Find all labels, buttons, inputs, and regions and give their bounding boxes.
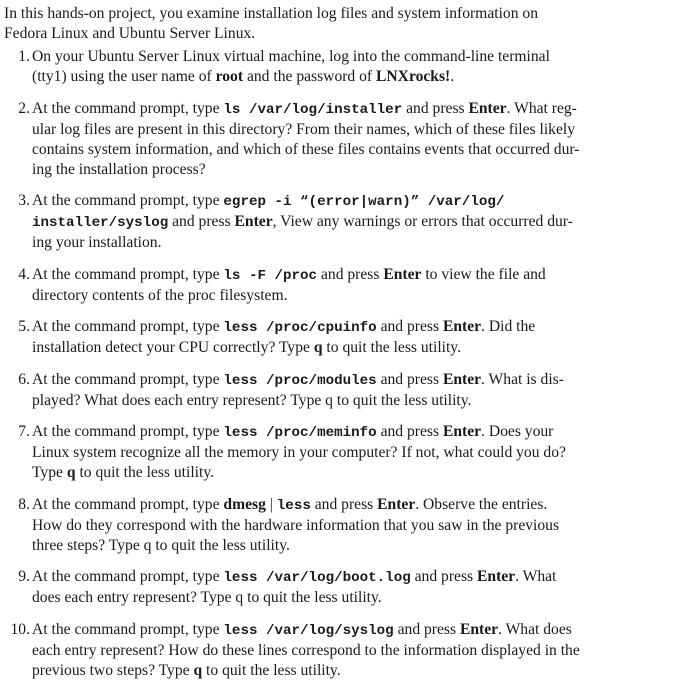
step-5	[4, 317, 685, 358]
text: and press	[376, 370, 443, 388]
quit-key: q	[193, 661, 203, 679]
text: and press	[393, 620, 460, 638]
command: ls /var/log/installer	[223, 101, 403, 118]
key-name: Enter	[468, 99, 507, 117]
step-line	[32, 212, 685, 233]
key-name: Enter	[442, 423, 482, 440]
text: installation detect your CPU correctly? Type	[32, 339, 314, 356]
text: to quit the less utility.	[322, 339, 461, 356]
command: less /var/log/syslog	[223, 622, 394, 639]
command: less /proc/modules	[223, 372, 377, 389]
step-number: 5.	[18, 318, 30, 335]
quit-key: q	[313, 339, 323, 356]
text: . Does your	[481, 423, 554, 440]
key-name: Enter	[383, 265, 422, 283]
pipe-symbol: |	[265, 495, 277, 513]
step-9	[4, 567, 685, 608]
command: less /proc/meminfo	[223, 425, 377, 441]
command: dmesg	[223, 495, 266, 513]
text: At the command prompt, type	[32, 192, 224, 209]
document-page	[4, 4, 685, 692]
password: LNXrocks!	[376, 68, 451, 85]
text: and press	[168, 213, 235, 230]
step-line: How do they correspond with the hardware information that you saw in the previous	[32, 516, 560, 534]
user-name: root	[215, 68, 244, 85]
step-line	[32, 422, 685, 443]
text: (tty1) using the user name of	[32, 68, 216, 85]
step-line	[32, 265, 685, 286]
key-name: Enter	[477, 568, 516, 585]
key-name: Enter	[234, 213, 273, 230]
step-10	[4, 620, 685, 681]
step-line: ing the installation process?	[32, 160, 206, 178]
text: . Did the	[481, 318, 536, 335]
text: to quit the less utility.	[75, 464, 215, 481]
quit-key: q	[66, 464, 76, 481]
step-line: three steps? Type q to quit the less utility.	[32, 536, 290, 554]
intro-line: Fedora Linux and Ubuntu Server Linux.	[4, 25, 256, 42]
text: At the command prompt, type	[32, 620, 224, 638]
step-line: directory contents of the proc filesystem.	[32, 286, 288, 304]
step-line	[32, 661, 685, 681]
step-line	[32, 67, 685, 87]
intro-paragraph	[4, 4, 685, 44]
step-3	[4, 191, 685, 253]
text: At the command prompt, type	[32, 265, 224, 283]
text: At the command prompt, type	[32, 318, 224, 335]
step-number: 1.	[18, 48, 30, 65]
text: . What reg-	[506, 99, 577, 117]
step-line	[32, 191, 685, 212]
text: and press	[310, 495, 378, 513]
text: previous two steps? Type	[32, 661, 194, 679]
text: . What	[515, 568, 557, 585]
command: less /proc/cpuinfo	[223, 320, 377, 336]
step-number: 8.	[18, 495, 30, 513]
step-line	[32, 338, 685, 358]
step-line: contains system information, and which of these files contains events that occurred dur-	[32, 140, 580, 158]
step-line	[32, 317, 685, 338]
text: to quit the less utility.	[202, 661, 341, 679]
text: and press	[317, 265, 384, 283]
step-7	[4, 422, 685, 483]
key-name: Enter	[442, 370, 482, 388]
command: egrep -i “(error|warn)” /var/log/	[223, 194, 505, 210]
text: , View any warnings or errors that occurred dur-	[272, 213, 573, 230]
command: less	[276, 497, 311, 514]
step-line: played? What does each entry represent? Type q to quit the less utility.	[32, 391, 472, 409]
step-line	[32, 370, 685, 391]
command: installer/syslog	[32, 215, 169, 231]
text: . What does	[498, 620, 572, 638]
step-line	[32, 620, 685, 641]
intro-line: In this hands-on project, you examine installation log files and system information on	[4, 5, 538, 22]
text: . What is dis-	[481, 370, 564, 388]
step-line: Linux system recognize all the memory in your computer? If not, what could you do?	[32, 444, 566, 461]
step-number: 2.	[18, 99, 30, 117]
text: . Observe the entries.	[415, 495, 548, 513]
key-name: Enter	[459, 620, 499, 638]
step-line	[32, 567, 685, 588]
step-number: 4.	[18, 265, 30, 283]
text: and the password of	[243, 68, 377, 85]
text: to view the file and	[421, 265, 546, 283]
text: At the command prompt, type	[32, 568, 224, 585]
step-4	[4, 265, 685, 306]
text: and press	[376, 423, 443, 440]
command: less /var/log/boot.log	[223, 570, 411, 586]
step-line	[32, 463, 685, 483]
step-number: 9.	[18, 568, 30, 585]
step-line: ing your installation.	[32, 234, 162, 251]
step-line: does each entry represent? Type q to quit the less utility.	[32, 589, 382, 606]
key-name: Enter	[442, 318, 482, 335]
text: and press	[376, 318, 443, 335]
step-number: 10.	[10, 620, 30, 638]
text: At the command prompt, type	[32, 370, 224, 388]
text: and press	[402, 99, 469, 117]
step-1	[4, 47, 685, 87]
step-number: 7.	[18, 423, 30, 440]
text: and press	[410, 568, 477, 585]
text: .	[450, 68, 455, 85]
step-line: On your Ubuntu Server Linux virtual machine, log into the command-line terminal	[32, 48, 550, 65]
text: At the command prompt, type	[32, 99, 224, 117]
step-8	[4, 495, 685, 556]
step-line	[32, 99, 685, 120]
text: At the command prompt, type	[32, 495, 224, 513]
step-6	[4, 370, 685, 411]
step-number: 6.	[18, 370, 30, 388]
step-number: 3.	[18, 192, 30, 209]
step-line: ular log files are present in this directory? From their names, which of these files likely	[32, 120, 576, 138]
text: At the command prompt, type	[32, 423, 224, 440]
step-line	[32, 495, 685, 516]
step-line: each entry represent? How do these lines correspond to the information displayed in the	[32, 641, 580, 659]
text: Type	[32, 464, 67, 481]
step-2	[4, 99, 685, 180]
command: ls -F /proc	[223, 267, 318, 284]
key-name: Enter	[377, 495, 416, 513]
